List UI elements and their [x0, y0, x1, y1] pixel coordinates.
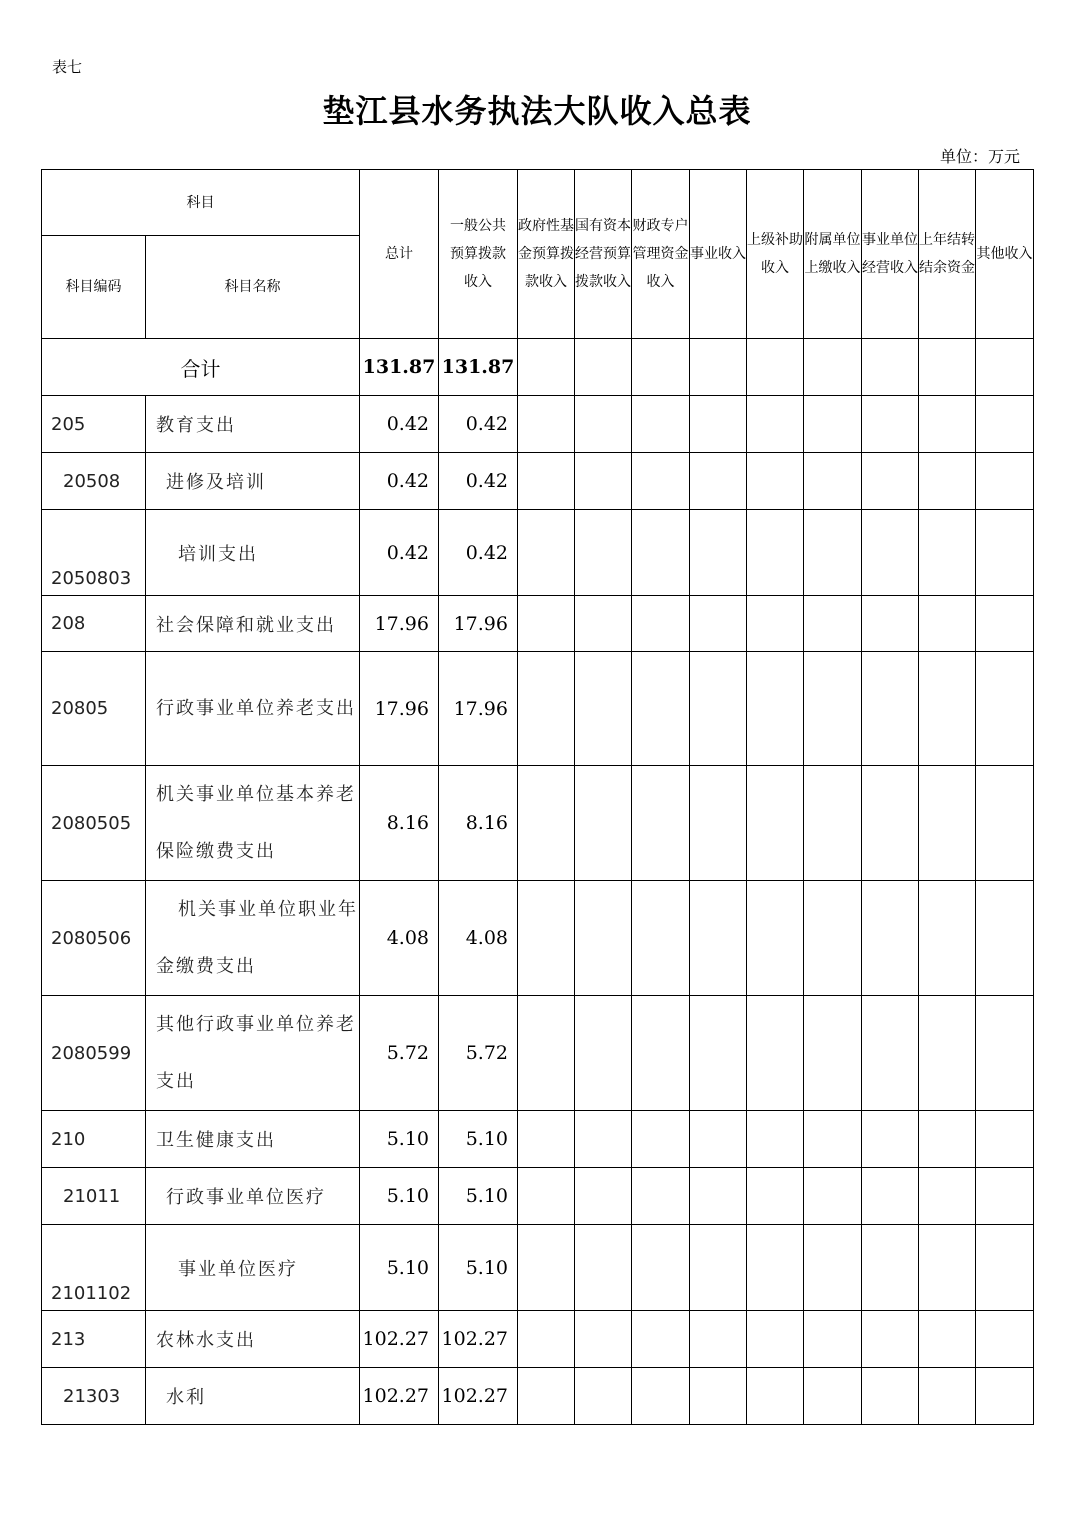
table-row — [42, 396, 1034, 453]
table-row — [42, 766, 1034, 881]
row-total: 5.72 — [360, 996, 439, 1111]
row-general-budget: 5.10 — [439, 1168, 518, 1225]
row-total: 0.42 — [360, 510, 439, 596]
header-business-income: 事业收入 — [690, 170, 747, 339]
total-label: 合计 — [42, 339, 360, 396]
row-code: 20508 — [42, 453, 146, 510]
row-code: 20805 — [42, 652, 146, 766]
table-row — [42, 1111, 1034, 1168]
row-general-budget: 8.16 — [439, 766, 518, 881]
row-name: 进修及培训 — [146, 453, 360, 510]
row-name: 其他行政事业单位养老支出 — [146, 996, 360, 1111]
row-total: 5.10 — [360, 1111, 439, 1168]
row-general-budget: 17.96 — [439, 596, 518, 652]
row-general-budget: 102.27 — [439, 1368, 518, 1425]
row-code: 21303 — [42, 1368, 146, 1425]
row-name: 机关事业单位职业年金缴费支出 — [146, 881, 360, 996]
total-value: 131.87 — [360, 339, 439, 396]
page-title: 垫江县水务执法大队收入总表 — [322, 92, 752, 130]
row-total: 102.27 — [360, 1311, 439, 1368]
row-name: 机关事业单位基本养老保险缴费支出 — [146, 766, 360, 881]
row-total: 17.96 — [360, 596, 439, 652]
table-row — [42, 596, 1034, 652]
header-fiscal-special: 财政专户管理资金收入 — [632, 170, 690, 339]
header-operating-income: 事业单位经营收入 — [862, 170, 919, 339]
row-general-budget: 17.96 — [439, 652, 518, 766]
table-row — [42, 1368, 1034, 1425]
row-code: 2050803 — [42, 510, 146, 596]
row-total: 0.42 — [360, 396, 439, 453]
table-row — [42, 996, 1034, 1111]
row-total: 4.08 — [360, 881, 439, 996]
row-name: 农林水支出 — [146, 1311, 360, 1368]
unit-label: 单位：万元 — [939, 147, 1020, 166]
header-subject: 科目 — [42, 170, 360, 236]
header-affiliated-income: 附属单位上缴收入 — [804, 170, 862, 339]
header-state-capital: 国有资本经营预算拨款收入 — [575, 170, 632, 339]
table-row — [42, 453, 1034, 510]
row-code: 2101102 — [42, 1225, 146, 1311]
row-name: 培训支出 — [146, 510, 360, 596]
header-carryover: 上年结转结余资金 — [919, 170, 976, 339]
header-row-1 — [42, 170, 1034, 236]
table-row — [42, 652, 1034, 766]
table-number-label: 表七 — [52, 58, 83, 76]
total-general-budget: 131.87 — [439, 339, 518, 396]
table-row — [42, 1168, 1034, 1225]
row-code: 210 — [42, 1111, 146, 1168]
header-general-budget: 一般公共预算拨款收入 — [439, 170, 518, 339]
row-general-budget: 0.42 — [439, 510, 518, 596]
row-code: 2080599 — [42, 996, 146, 1111]
row-name: 社会保障和就业支出 — [146, 596, 360, 652]
row-name: 卫生健康支出 — [146, 1111, 360, 1168]
row-name: 行政事业单位养老支出 — [146, 652, 360, 766]
row-name: 行政事业单位医疗 — [146, 1168, 360, 1225]
row-total: 5.10 — [360, 1168, 439, 1225]
row-total: 8.16 — [360, 766, 439, 881]
row-name: 教育支出 — [146, 396, 360, 453]
table-row — [42, 881, 1034, 996]
header-name: 科目名称 — [146, 236, 360, 339]
row-name: 水利 — [146, 1368, 360, 1425]
row-total: 5.10 — [360, 1225, 439, 1311]
header-code: 科目编码 — [42, 236, 146, 339]
header-total: 总计 — [360, 170, 439, 339]
header-other-income: 其他收入 — [976, 170, 1034, 339]
row-total: 0.42 — [360, 453, 439, 510]
total-row — [42, 339, 1034, 396]
row-code: 208 — [42, 596, 146, 652]
row-total: 102.27 — [360, 1368, 439, 1425]
row-general-budget: 5.72 — [439, 996, 518, 1111]
row-name: 事业单位医疗 — [146, 1225, 360, 1311]
row-general-budget: 102.27 — [439, 1311, 518, 1368]
row-code: 2080506 — [42, 881, 146, 996]
row-code: 2080505 — [42, 766, 146, 881]
row-code: 213 — [42, 1311, 146, 1368]
row-general-budget: 4.08 — [439, 881, 518, 996]
header-superior-subsidy: 上级补助收入 — [747, 170, 804, 339]
row-general-budget: 0.42 — [439, 396, 518, 453]
row-total: 17.96 — [360, 652, 439, 766]
income-summary-table — [41, 169, 1034, 1425]
row-code: 205 — [42, 396, 146, 453]
table-row — [42, 510, 1034, 596]
table-row — [42, 1225, 1034, 1311]
header-gov-fund: 政府性基金预算拨款收入 — [518, 170, 575, 339]
row-general-budget: 5.10 — [439, 1111, 518, 1168]
row-general-budget: 0.42 — [439, 453, 518, 510]
row-general-budget: 5.10 — [439, 1225, 518, 1311]
row-code: 21011 — [42, 1168, 146, 1225]
table-row — [42, 1311, 1034, 1368]
